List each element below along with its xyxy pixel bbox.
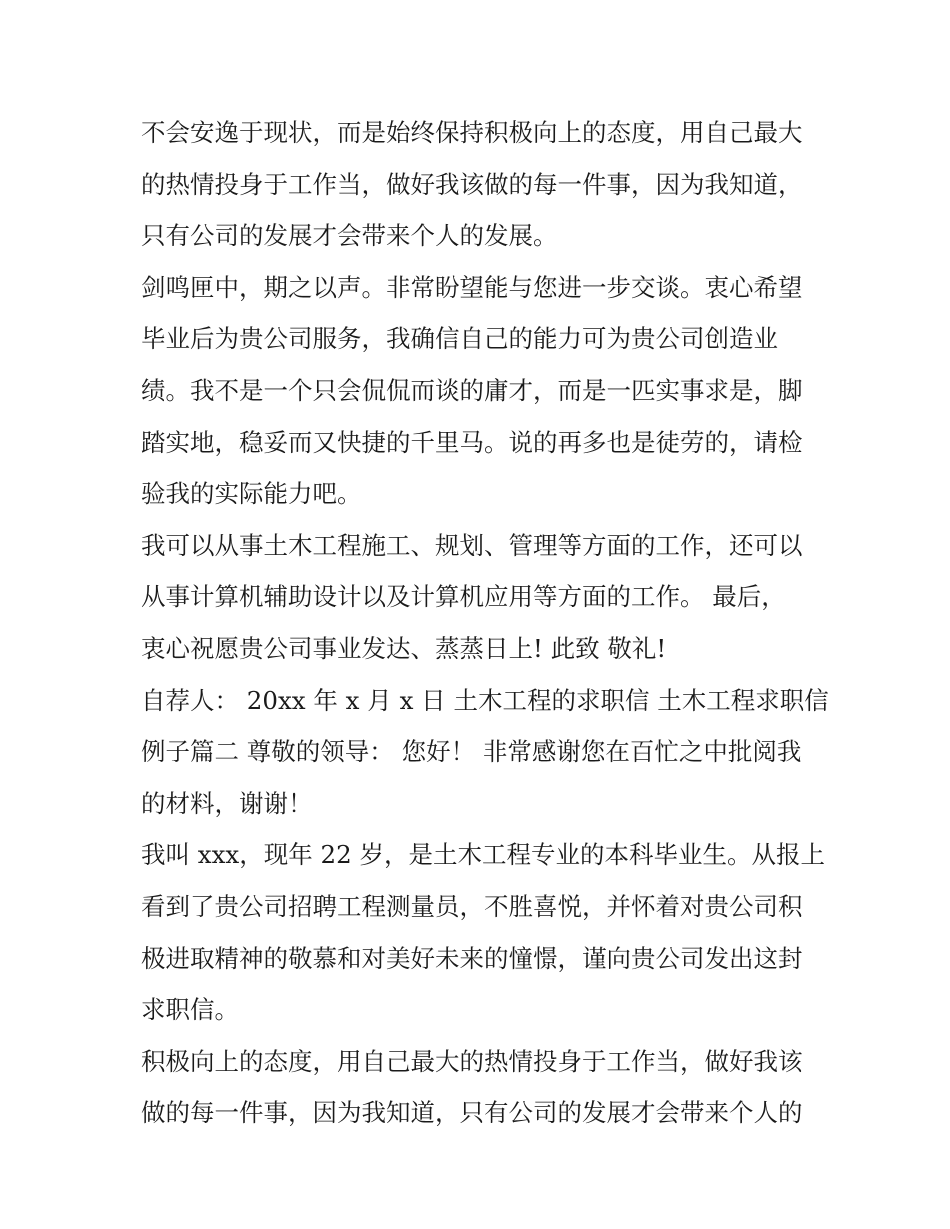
text-line: 毕业后为贵公司服务，我确信自己的能力可为贵公司创造业 bbox=[141, 324, 778, 354]
text-line: 我叫 xxx，现年 22 岁，是土木工程专业的本科毕业生。从报上 bbox=[141, 840, 825, 870]
text-line: 我可以从事土木工程施工、规划、管理等方面的工作，还可以 bbox=[141, 530, 803, 560]
text-line: 做的每一件事，因为我知道，只有公司的发展才会带来个人的 bbox=[141, 1098, 803, 1128]
text-line: 求职信。 bbox=[141, 995, 239, 1025]
text-line: 绩。我不是一个只会侃侃而谈的庸才，而是一匹实事求是，脚 bbox=[141, 375, 803, 405]
text-line: 衷心祝愿贵公司事业发达、蒸蒸日上! 此致 敬礼! bbox=[141, 633, 667, 663]
text-line: 看到了贵公司招聘工程测量员，不胜喜悦，并怀着对贵公司积 bbox=[141, 891, 803, 921]
text-line: 踏实地，稳妥而又快捷的千里马。说的再多也是徒劳的，请检 bbox=[141, 427, 803, 457]
text-line: 剑鸣匣中，期之以声。非常盼望能与您进一步交谈。衷心希望 bbox=[141, 272, 803, 302]
text-line: 自荐人： 20xx 年 x 月 x 日 土木工程的求职信 土木工程求职信 bbox=[141, 685, 829, 715]
text-line: 从事计算机辅助设计以及计算机应用等方面的工作。 最后， bbox=[141, 582, 786, 612]
document-body bbox=[141, 107, 829, 1139]
text-line: 的材料，谢谢！ bbox=[141, 788, 313, 818]
text-line: 不会安逸于现状，而是始终保持积极向上的态度，用自己最大 bbox=[141, 118, 803, 147]
text-line: 例子篇二 尊敬的领导： 您好！ 非常感谢您在百忙之中批阅我 bbox=[141, 737, 802, 767]
text-line: 只有公司的发展才会带来个人的发展。 bbox=[141, 221, 558, 251]
text-line: 极进取精神的敬慕和对美好未来的憧憬，谨向贵公司发出这封 bbox=[141, 943, 803, 973]
text-line: 积极向上的态度，用自己最大的热情投身于工作当，做好我该 bbox=[141, 1046, 803, 1076]
text-line: 的热情投身于工作当，做好我该做的每一件事，因为我知道， bbox=[141, 169, 803, 199]
text-line: 验我的实际能力吧。 bbox=[141, 479, 362, 509]
